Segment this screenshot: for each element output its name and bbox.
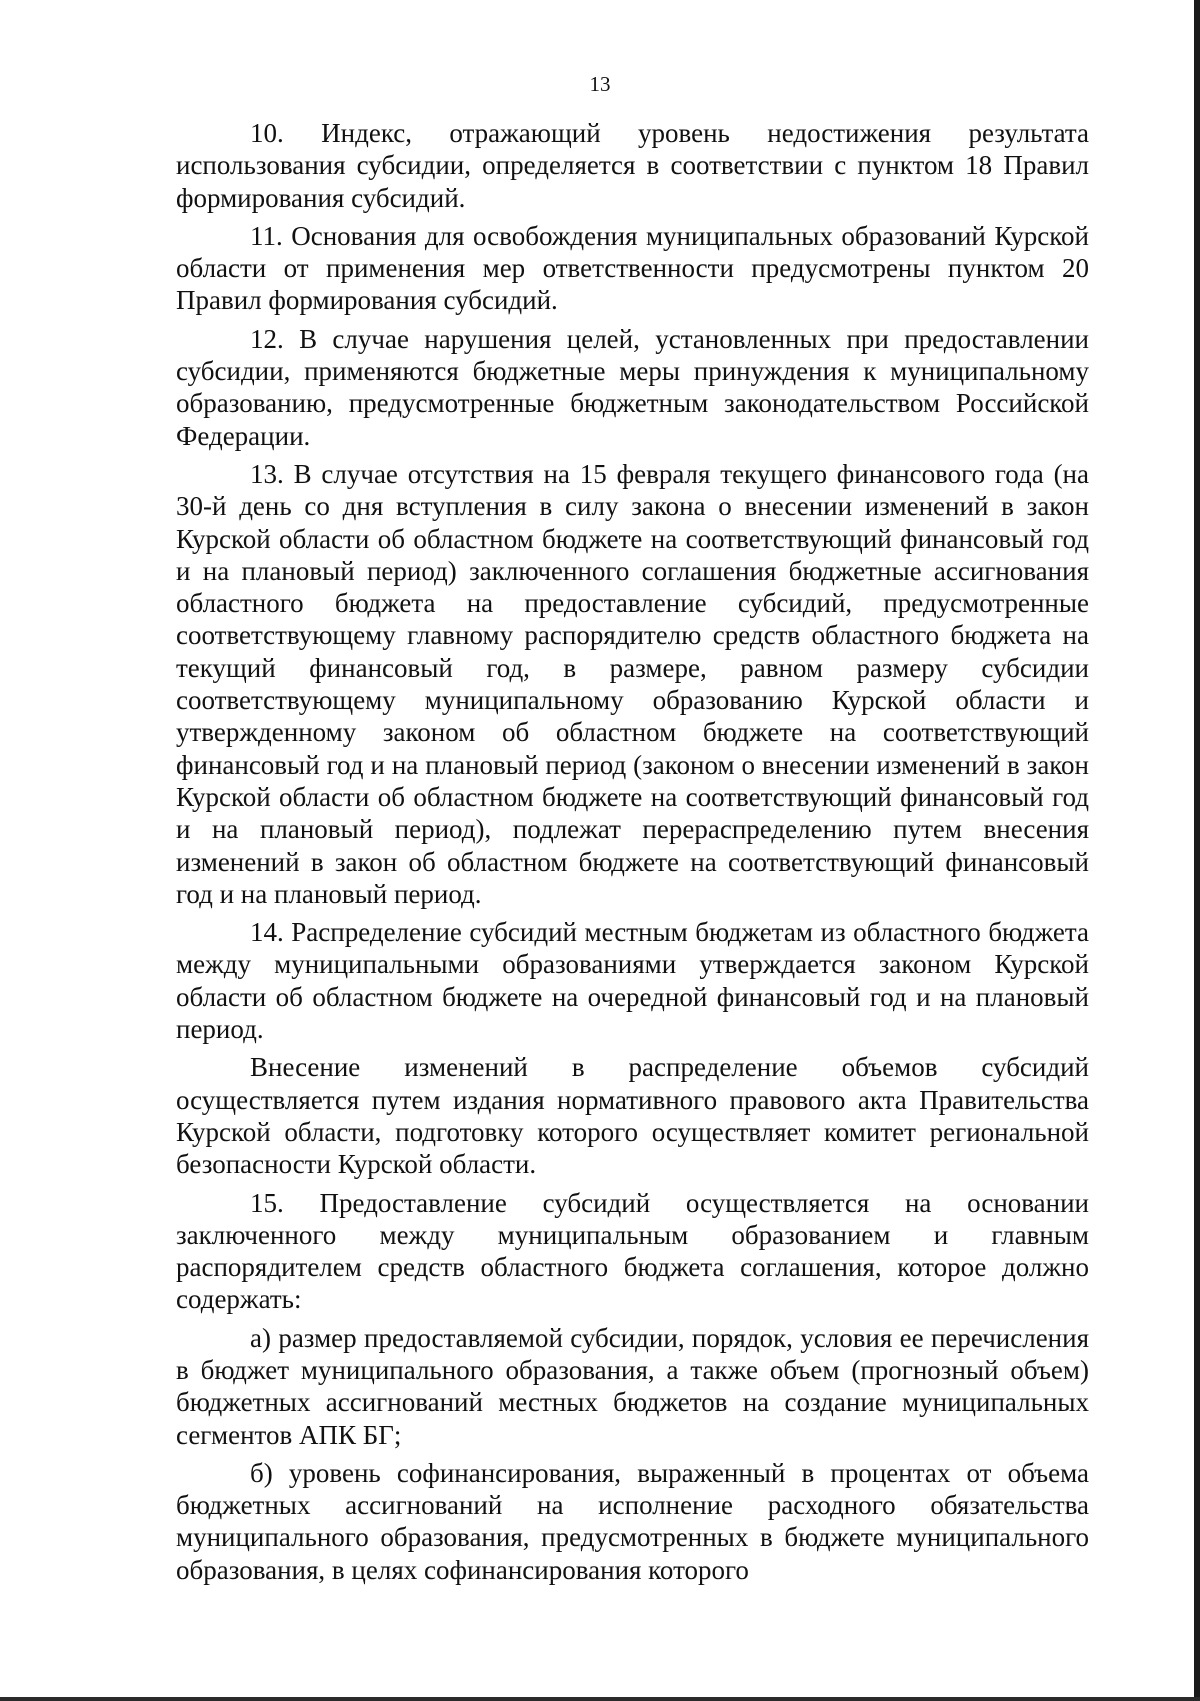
paragraph-10: 10. Индекс, отражающий уровень недостижения результата использования субсидии, определяется в соответствии с пунктом 18 Правил формирования субсидий. (176, 118, 1089, 213)
paragraph-15: 15. Предоставление субсидий осуществляется на основании заключенного между муниципальным образованием и главным распорядителем средств областного бюджета соглашения, которое должно содержать: (176, 1187, 1089, 1315)
paragraph-13: 13. В случае отсутствия на 15 февраля текущего финансового года (на 30-й день со дня вступления в силу закона о внесении изменений в закон Курской области об областном бюджете на соответствующий финансовый год и на плановый период) заключенного соглашения бюджетные ассигнования областного бюджета на предоставление субсидий, предусмотренные соответствующему главному распорядителю средств областного бюджета на текущий финансовый год, в размере, равном размеру субсидии соответствующему муниципальному образованию Курской области и утвержденному законом об областном бюджете на соответствующий финансовый год и на плановый период (законом о внесении изменений в закон Курской области об областном бюджете на соответствующий финансовый год и на плановый период), подлежат перераспределению путем внесения изменений в закон об областном бюджете на соответствующий финансовый год и на плановый период. (176, 458, 1089, 909)
document-body (176, 117, 1089, 1587)
paragraph-15-b: б) уровень софинансирования, выраженный в процентах от объема бюджетных ассигнований на исполнение расходного обязательства муниципального образования, предусмотренных в бюджете муниципального образования, в целях софинансирования которого (176, 1457, 1089, 1585)
paragraph-15-a: а) размер предоставляемой субсидии, порядок, условия ее перечисления в бюджет муниципального образования, а также объем (прогнозный объем) бюджетных ассигнований местных бюджетов на создание муниципальных сегментов АПК БГ; (176, 1322, 1089, 1450)
paragraph-12: 12. В случае нарушения целей, установленных при предоставлении субсидии, применяются бюджетные меры принуждения к муниципальному образованию, предусмотренные бюджетным законодательством Российской Федерации. (176, 323, 1089, 451)
scan-edge-right (1194, 0, 1200, 1701)
scan-edge-bottom (0, 1697, 1200, 1701)
paragraph-11: 11. Основания для освобождения муниципальных образований Курской области от применения мер ответственности предусмотрены пунктом 20 Правил формирования субсидий. (176, 220, 1089, 316)
page-number: 13 (589, 72, 611, 96)
paragraph-14: 14. Распределение субсидий местным бюджетам из областного бюджета между муниципальными образованиями утверждается законом Курской области об областном бюджете на очередной финансовый год и на плановый период. (176, 917, 1089, 1045)
paragraph-14-amendments: Внесение изменений в распределение объемов субсидий осуществляется путем издания нормативного правового акта Правительства Курской области, подготовку которого осуществляет комитет региональной безопасности Курской области. (176, 1052, 1089, 1180)
